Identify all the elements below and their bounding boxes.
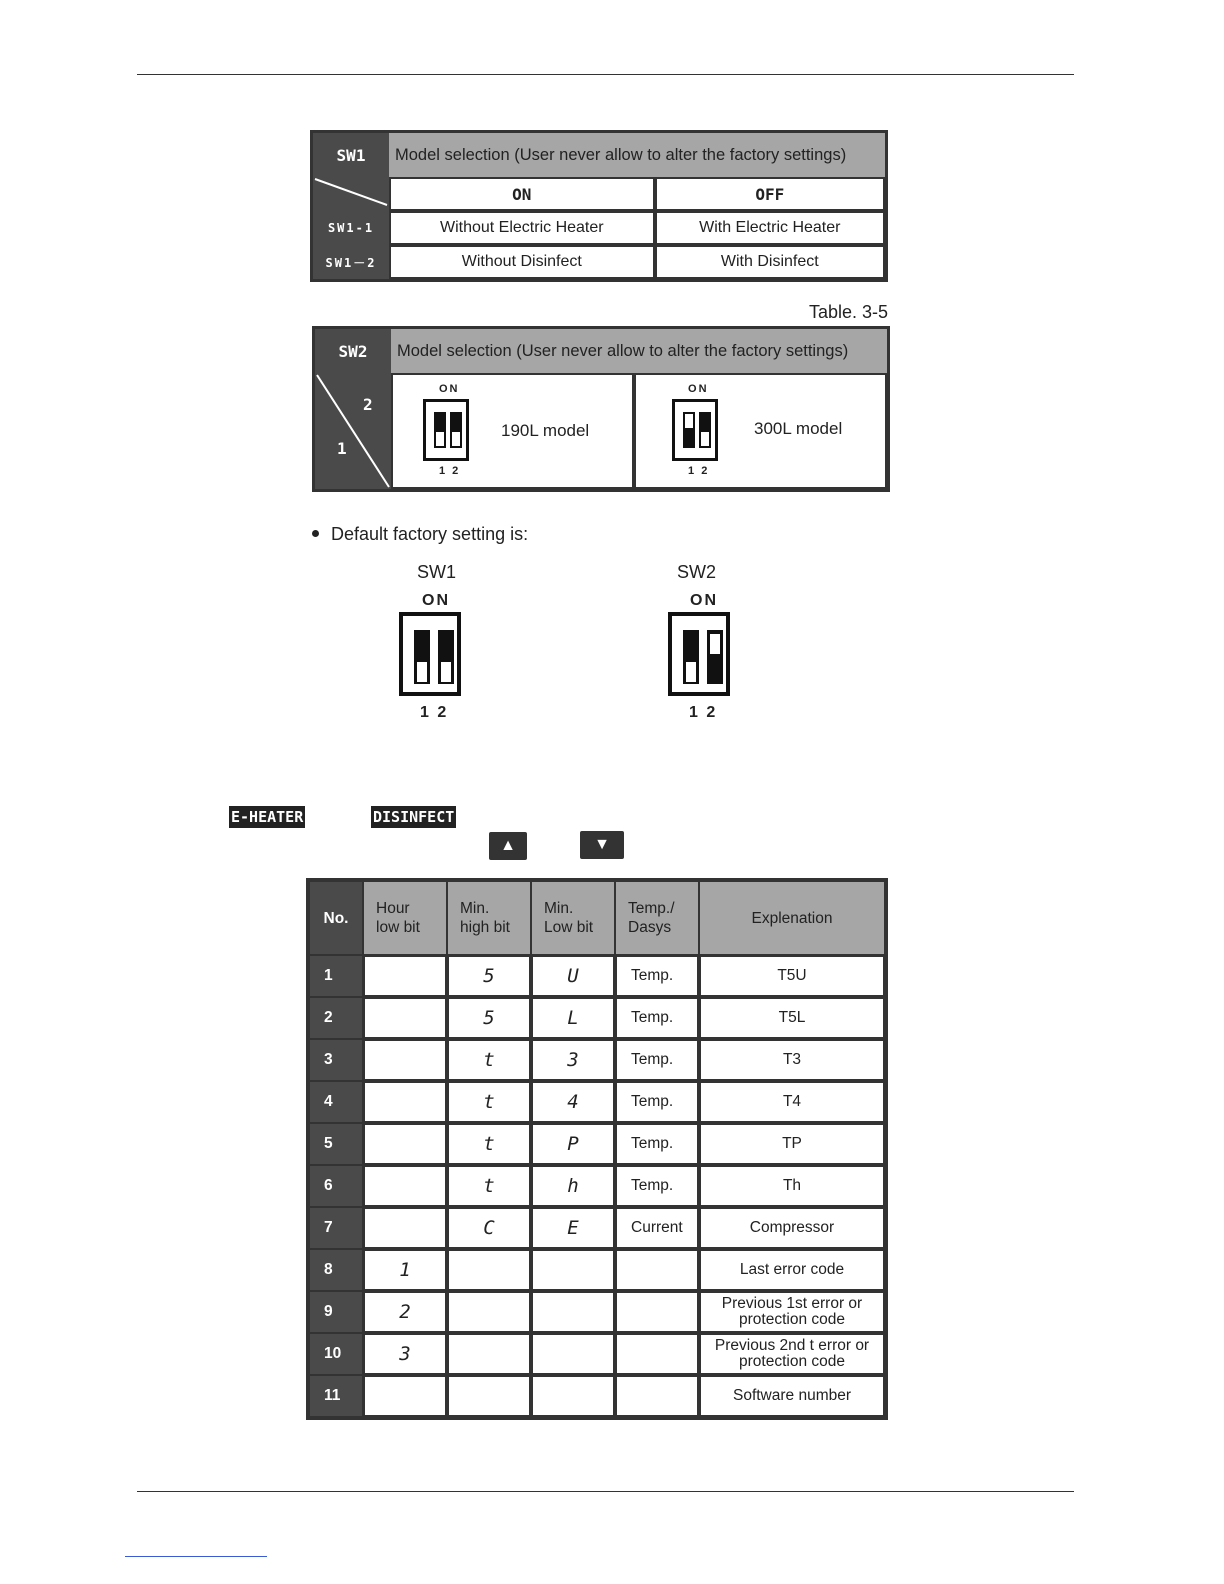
dip-switch-190l [423, 399, 469, 461]
hour-low-bit-cell: 3 [363, 1333, 447, 1375]
row-number-cell: 9 [309, 1291, 363, 1333]
min-high-bit-cell: t [447, 1123, 531, 1165]
temp-days-cell: Temp. [615, 1165, 699, 1207]
temp-days-cell [615, 1291, 699, 1333]
min-high-bit-cell [447, 1249, 531, 1291]
row-number-cell: 1 [309, 955, 363, 997]
min-low-bit-cell [531, 1375, 615, 1417]
table-row [309, 1375, 885, 1417]
explanation-cell: Th [699, 1165, 885, 1207]
dip-on-label: ON [688, 383, 709, 395]
min-high-bit-cell [447, 1375, 531, 1417]
hour-low-bit-cell [363, 1165, 447, 1207]
sw1-row-on: Without Electric Heater [389, 211, 655, 245]
hour-low-bit-cell [363, 1123, 447, 1165]
col-header-explanation: Explenation [699, 881, 885, 955]
sw1-col-off: OFF [655, 177, 885, 211]
min-high-bit-cell: C [447, 1207, 531, 1249]
default-sw2-label: SW2 [677, 562, 717, 582]
diagonal-divider [315, 373, 391, 489]
min-high-bit-cell [447, 1291, 531, 1333]
sw1-row-off: With Electric Heater [655, 211, 885, 245]
sw1-row-off: With Disinfect [655, 245, 885, 279]
model-190l-label: 190L model [501, 421, 590, 440]
table-row [309, 955, 885, 997]
default-sw1-label: SW1 [417, 562, 457, 582]
temp-days-cell: Temp. [615, 997, 699, 1039]
sw2-corner-bottom: 1 [337, 439, 347, 458]
table-row [309, 1039, 885, 1081]
min-low-bit-cell: P [531, 1123, 615, 1165]
explanation-cell: T5U [699, 955, 885, 997]
row-number-cell: 2 [309, 997, 363, 1039]
explanation-cell: T3 [699, 1039, 885, 1081]
sw2-header: Model selection (User never allow to alter the factory settings) [391, 329, 887, 373]
sw2-label: SW2 [315, 329, 391, 373]
min-low-bit-cell: U [531, 955, 615, 997]
explanation-cell: Previous 2nd t error or protection code [699, 1333, 885, 1375]
hour-low-bit-cell: 1 [363, 1249, 447, 1291]
sw1-label: SW1 [313, 133, 389, 177]
footer-link-underline [125, 1556, 267, 1557]
sw1-row-label: SW1－2 [313, 245, 389, 279]
sw1-table [310, 130, 888, 282]
dip-nums: 1 2 [688, 465, 710, 477]
table-row [309, 1291, 885, 1333]
table-row [309, 997, 885, 1039]
col-header-temp-days: Temp./ Dasys [615, 881, 699, 955]
table-caption: Table. 3-5 [808, 302, 888, 322]
row-number-cell: 7 [309, 1207, 363, 1249]
footer-rule [137, 1491, 1074, 1492]
default-sw2-dip-switch [668, 612, 730, 696]
min-high-bit-cell [447, 1333, 531, 1375]
sw2-table [312, 326, 890, 492]
bullet-icon [312, 530, 319, 537]
default-sw2-on: ON [690, 592, 718, 609]
min-low-bit-cell [531, 1291, 615, 1333]
default-sw2-nums: 1 2 [689, 704, 718, 721]
default-sw1-nums: 1 2 [420, 704, 449, 721]
table-row [309, 1249, 885, 1291]
sw1-corner [313, 177, 389, 211]
temp-days-cell [615, 1249, 699, 1291]
min-high-bit-cell: t [447, 1039, 531, 1081]
sw2-option-300l [634, 373, 887, 489]
sw2-corner [315, 373, 391, 489]
sw2-corner-top: 2 [363, 395, 373, 414]
temp-days-cell [615, 1375, 699, 1417]
explanation-cell: TP [699, 1123, 885, 1165]
dip-nums: 1 2 [439, 465, 461, 477]
temp-days-cell: Temp. [615, 955, 699, 997]
min-high-bit-cell: 5 [447, 955, 531, 997]
dip-switch-300l [672, 399, 718, 461]
row-number-cell: 10 [309, 1333, 363, 1375]
col-header-min-high-bit: Min. high bit [447, 881, 531, 955]
disinfect-badge: DISINFECT [373, 808, 455, 826]
explanation-cell: Last error code [699, 1249, 885, 1291]
min-high-bit-cell: 5 [447, 997, 531, 1039]
min-high-bit-cell: t [447, 1081, 531, 1123]
default-sw1-on: ON [422, 592, 450, 609]
col-header-no: No. [309, 881, 363, 955]
explanation-cell: T4 [699, 1081, 885, 1123]
table-row [309, 1081, 885, 1123]
table-row [309, 1207, 885, 1249]
explanation-cell: T5L [699, 997, 885, 1039]
min-low-bit-cell [531, 1333, 615, 1375]
parameter-query-table [306, 878, 888, 1420]
temp-days-cell: Current [615, 1207, 699, 1249]
dip-on-label: ON [439, 383, 460, 395]
min-low-bit-cell [531, 1249, 615, 1291]
min-low-bit-cell: E [531, 1207, 615, 1249]
temp-days-cell: Temp. [615, 1039, 699, 1081]
hour-low-bit-cell [363, 1207, 447, 1249]
sw1-header: Model selection (User never allow to alter the factory settings) [389, 133, 885, 177]
hour-low-bit-cell [363, 1081, 447, 1123]
down-arrow-icon: ▼ [580, 831, 624, 859]
diagonal-divider [313, 177, 389, 207]
sw1-row-label: SW1-1 [313, 211, 389, 245]
temp-days-cell: Temp. [615, 1081, 699, 1123]
hour-low-bit-cell [363, 997, 447, 1039]
min-low-bit-cell: h [531, 1165, 615, 1207]
hour-low-bit-cell [363, 1375, 447, 1417]
explanation-cell: Previous 1st error or protection code [699, 1291, 885, 1333]
sw1-row-on: Without Disinfect [389, 245, 655, 279]
up-arrow-icon: ▲ [489, 832, 527, 860]
table-row [309, 1123, 885, 1165]
row-number-cell: 6 [309, 1165, 363, 1207]
default-setting-note [312, 524, 528, 545]
min-low-bit-cell: 3 [531, 1039, 615, 1081]
table-row [309, 1165, 885, 1207]
min-high-bit-cell: t [447, 1165, 531, 1207]
default-setting-text: Default factory setting is: [331, 524, 529, 544]
model-300l-label: 300L model [754, 419, 843, 438]
explanation-cell: Compressor [699, 1207, 885, 1249]
hour-low-bit-cell: 2 [363, 1291, 447, 1333]
sw2-option-190l [391, 373, 634, 489]
table-row [309, 1333, 885, 1375]
min-low-bit-cell: 4 [531, 1081, 615, 1123]
temp-days-cell: Temp. [615, 1123, 699, 1165]
e-heater-badge: E-HEATER [231, 808, 304, 826]
row-number-cell: 11 [309, 1375, 363, 1417]
col-header-hour-low-bit: Hour low bit [363, 881, 447, 955]
row-number-cell: 8 [309, 1249, 363, 1291]
row-number-cell: 5 [309, 1123, 363, 1165]
row-number-cell: 4 [309, 1081, 363, 1123]
temp-days-cell [615, 1333, 699, 1375]
hour-low-bit-cell [363, 1039, 447, 1081]
hour-low-bit-cell [363, 955, 447, 997]
default-sw1-dip-switch [399, 612, 461, 696]
col-header-min-low-bit: Min. Low bit [531, 881, 615, 955]
min-low-bit-cell: L [531, 997, 615, 1039]
row-number-cell: 3 [309, 1039, 363, 1081]
header-rule [137, 74, 1074, 75]
sw1-col-on: ON [389, 177, 655, 211]
explanation-cell: Software number [699, 1375, 885, 1417]
